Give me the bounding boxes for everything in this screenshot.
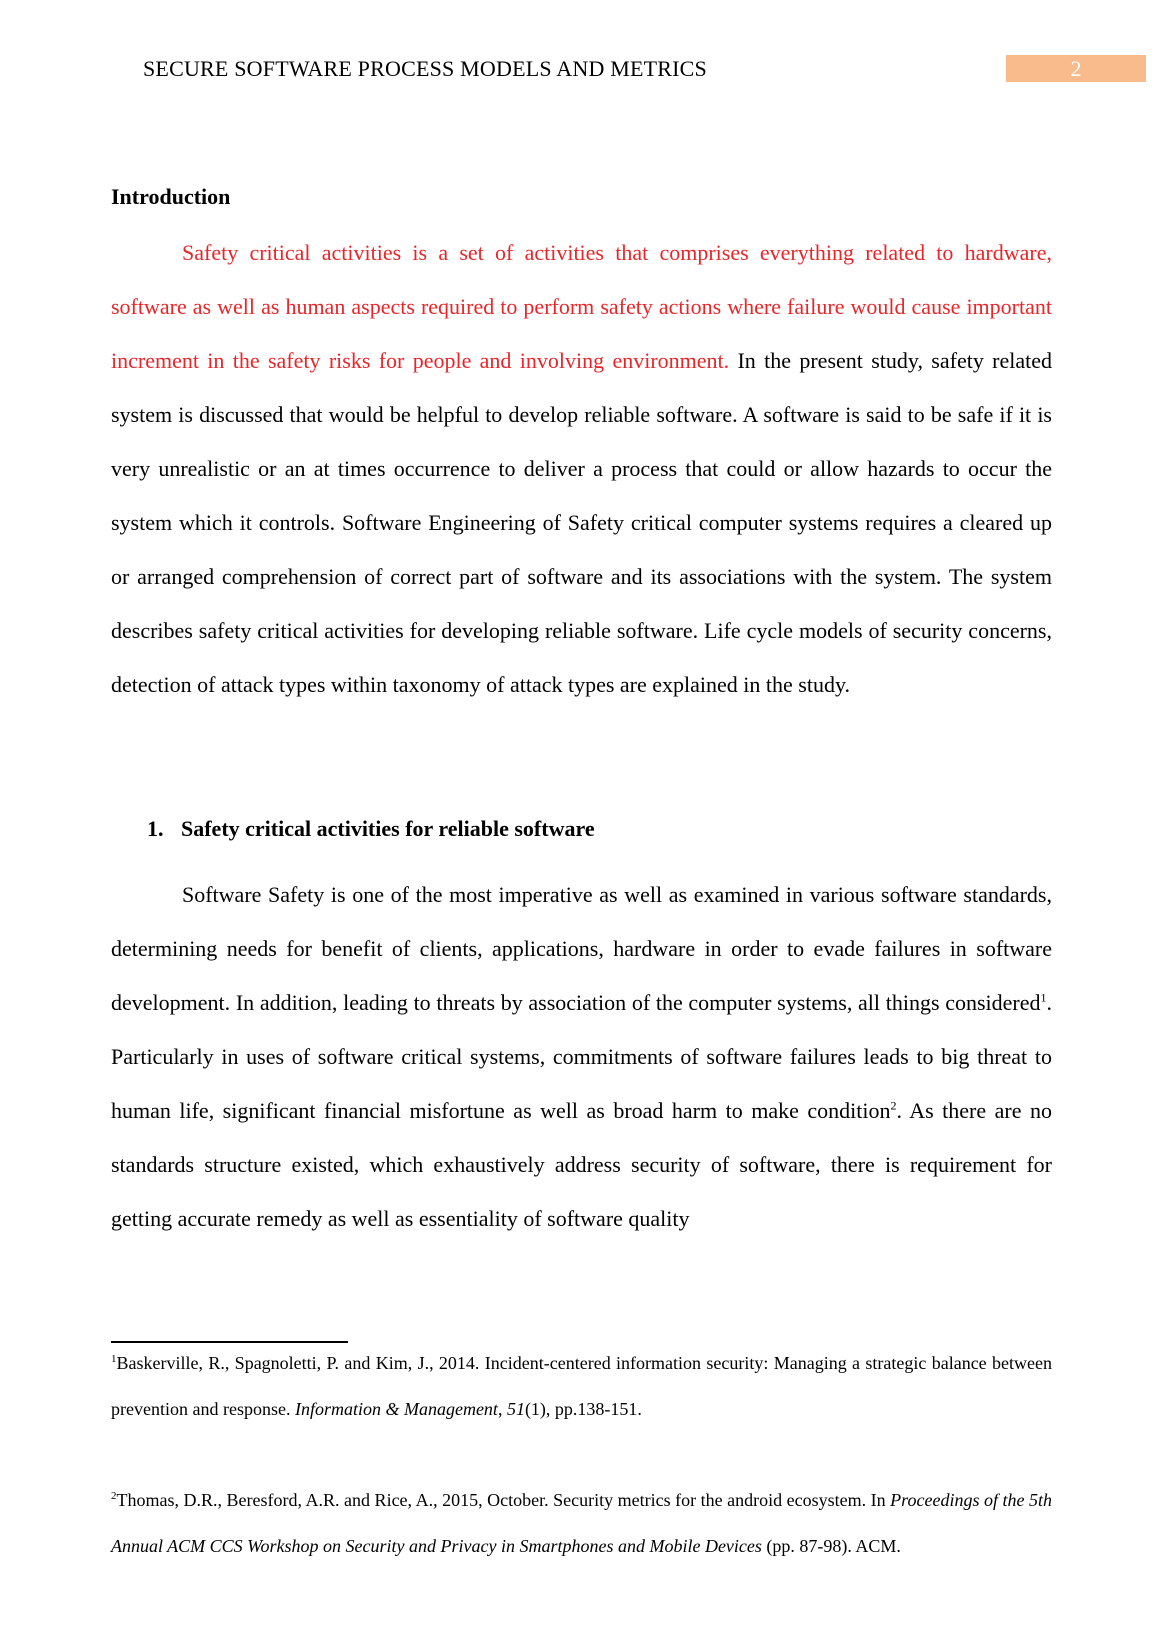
footnote-2-text: Thomas, D.R., Beresford, A.R. and Rice, A., 2015, October. Security metrics for the android ecosystem. In (116, 1490, 891, 1510)
footnote-1-journal: Information & Management (294, 1399, 498, 1419)
section-1-title: Safety critical activities for reliable software (181, 816, 595, 841)
footnote-2-tail: (pp. 87-98). ACM. (761, 1536, 901, 1556)
running-header-title: SECURE SOFTWARE PROCESS MODELS AND METRICS (143, 56, 707, 81)
footnote-2-marker: 2 (111, 1490, 117, 1502)
section-1-number: 1. (147, 816, 164, 841)
footnote-1-sep: , (497, 1399, 507, 1419)
footnote-1-volume: 51 (506, 1399, 525, 1419)
footnote-1-marker: 1 (111, 1353, 117, 1365)
section-1-paragraph (111, 868, 1052, 1246)
introduction-paragraph (111, 226, 1052, 712)
section-1-text-b: . Particularly in uses of software critical systems, commitments of software failures leads to big threat to human life, significant financial misfortune as well as broad harm to make condition (111, 990, 1052, 1123)
highlighted-text: Safety critical activities is a set of activities that comprises everything related to hardware, software as well as human aspects required to perform safety actions where failure would cause important increment in the safety risks for people and involving environment. (111, 240, 1052, 373)
page-number-badge: 2 (1006, 55, 1146, 82)
footnote-ref-2[interactable]: 2 (890, 1098, 897, 1113)
footnote-2-proceedings: Proceedings of the 5th Annual ACM CCS Workshop on Security and Privacy in Smartphones and Mobile Devices (111, 1490, 1052, 1556)
introduction-body-text: In the present study, safety related system is discussed that would be helpful to develop reliable software. A software is said to be safe if it is very unrealistic or an at times occurrence to deliver a process that could or allow hazards to occur the system which it controls. Software Engineering of Safety critical computer systems requires a cleared up or arranged comprehension of correct part of software and its associations with the system. The system describes safety critical activities for developing reliable software. Life cycle models of security concerns, detection of attack types within taxonomy of attack types are explained in the study. (111, 348, 1052, 697)
introduction-heading: Introduction (111, 184, 231, 209)
footnote-1 (111, 1340, 1052, 1432)
section-1-text-a: Software Safety is one of the most imperative as well as examined in various software standards, determining needs for benefit of clients, applications, hardware in order to evade failures in software development. In addition, leading to threats by association of the computer systems, all things considered (111, 882, 1052, 1015)
footnote-1-text: Baskerville, R., Spagnoletti, P. and Kim, J., 2014. Incident-centered information security: Managing a strategic balance between prevention and response. (111, 1353, 1052, 1419)
section-1-heading (147, 816, 595, 842)
footnote-2 (111, 1477, 1052, 1569)
footnote-ref-1[interactable]: 1 (1040, 990, 1047, 1005)
section-1-text-c: . As there are no standards structure existed, which exhaustively address security of software, there is requirement for getting accurate remedy as well as essentiality of software quality (111, 1098, 1052, 1231)
footnote-1-tail: (1), pp.138-151. (524, 1399, 642, 1419)
